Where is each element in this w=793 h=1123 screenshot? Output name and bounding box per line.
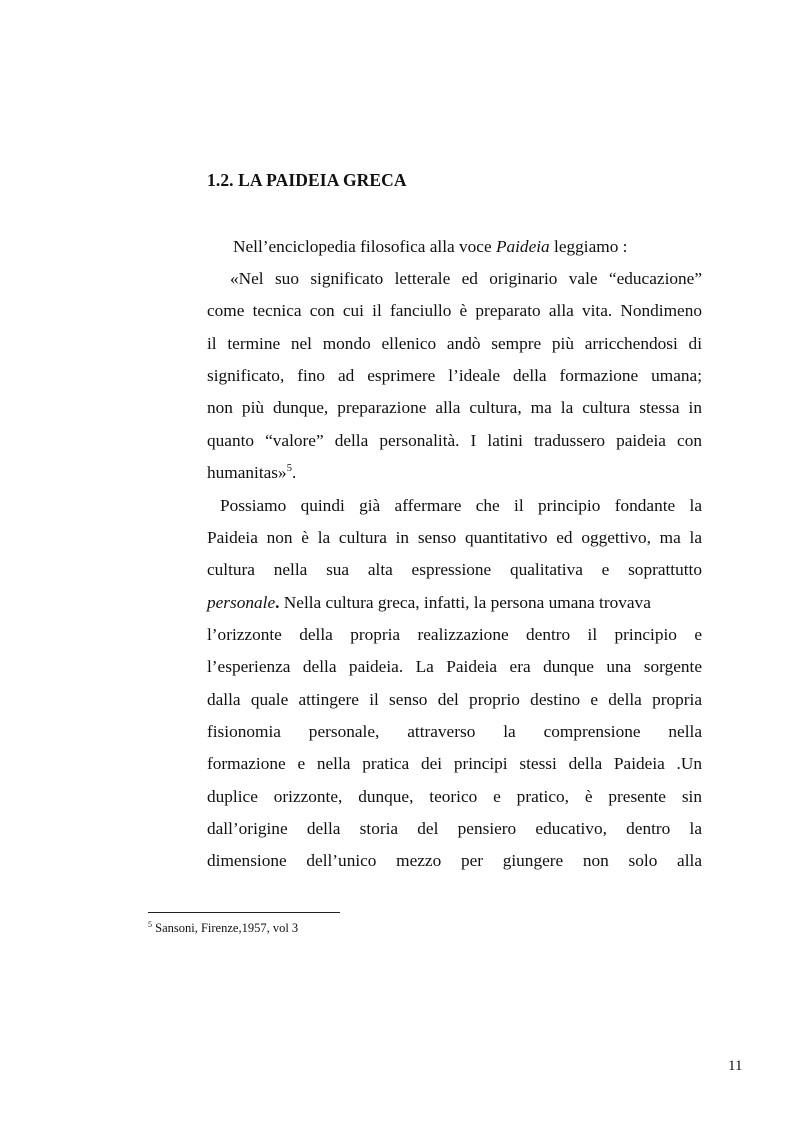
body-line-7: dalla quale attingere il senso del proprio destino e della propria	[207, 690, 702, 709]
body-line-12: dimensione dell’unico mezzo per giungere non solo alla	[207, 851, 702, 870]
body-line-10: duplice orizzonte, dunque, teorico e pratico, è presente sin	[207, 787, 702, 806]
intro-before: Nell’enciclopedia filosofica alla voce	[233, 237, 496, 256]
body-line-9: formazione e nella pratica dei principi stessi della Paideia .Un	[207, 754, 702, 773]
quote-end-dot: .	[291, 463, 297, 482]
page-number: 11	[728, 1058, 743, 1074]
intro-line	[233, 235, 627, 259]
body-line-1: Possiamo quindi già affermare che il principio fondante la	[220, 496, 702, 515]
emphasis-dot: .	[275, 593, 280, 612]
quote-line-5: non più dunque, preparazione alla cultura, ma la cultura stessa in	[207, 398, 702, 417]
footnote-separator	[148, 912, 340, 913]
quote-line-7	[207, 461, 296, 485]
body-line-4	[207, 591, 651, 615]
footnote-ref: 5	[286, 463, 292, 475]
body-line-3: cultura nella sua alta espressione qualitativa e soprattutto	[207, 560, 702, 579]
intro-term: Paideia	[495, 237, 550, 256]
body-line-4-rest: Nella cultura greca, infatti, la persona umana trovava	[279, 593, 651, 612]
intro-after: leggiamo :	[549, 237, 628, 256]
quote-line-2: come tecnica con cui il fanciullo è preparato alla vita. Nondimeno	[207, 301, 702, 320]
quote-end-text: humanitas»	[207, 463, 287, 482]
quote-line-6: quanto “valore” della personalità. I latini tradussero paideia con	[207, 431, 702, 450]
footnote	[148, 921, 298, 936]
body-line-5: l’orizzonte della propria realizzazione dentro il principio e	[207, 625, 702, 644]
quote-line-3: il termine nel mondo ellenico andò sempre più arricchendosi di	[207, 334, 702, 353]
footnote-number: 5	[148, 919, 152, 929]
quote-line-4: significato, fino ad esprimere l’ideale della formazione umana;	[207, 366, 702, 385]
body-line-11: dall’origine della storia del pensiero educativo, dentro la	[207, 819, 702, 838]
body-line-6: l’esperienza della paideia. La Paideia era dunque una sorgente	[207, 657, 702, 676]
section-heading: 1.2. LA PAIDEIA GRECA	[207, 170, 407, 190]
body-line-2: Paideia non è la cultura in senso quantitativo ed oggettivo, ma la	[207, 528, 702, 547]
quote-line-1: «Nel suo significato letterale ed originario vale “educazione”	[230, 269, 702, 288]
body-line-8: fisionomia personale, attraverso la comprensione nella	[207, 722, 702, 741]
emphasis-personale: personale	[207, 593, 276, 612]
footnote-text: Sansoni, Firenze,1957, vol 3	[152, 921, 299, 935]
